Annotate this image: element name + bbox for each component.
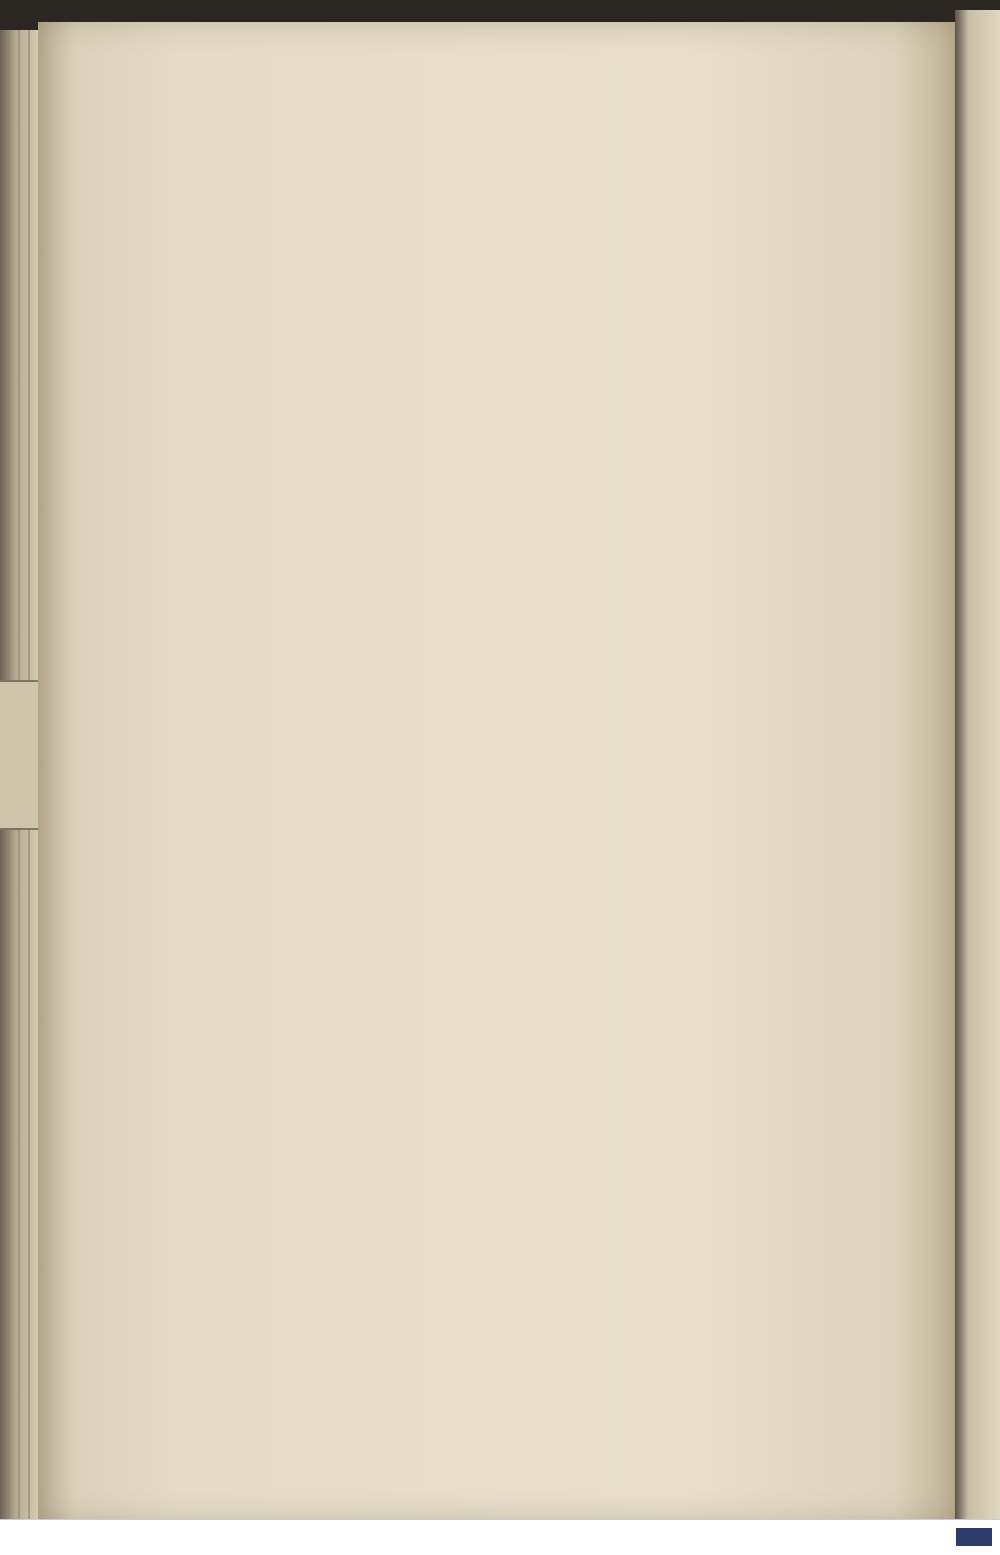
dfg-logo-icon xyxy=(956,1528,992,1546)
book-page xyxy=(38,22,958,1522)
footer-bar xyxy=(0,1519,1000,1555)
facing-page-edge xyxy=(955,10,1000,1520)
